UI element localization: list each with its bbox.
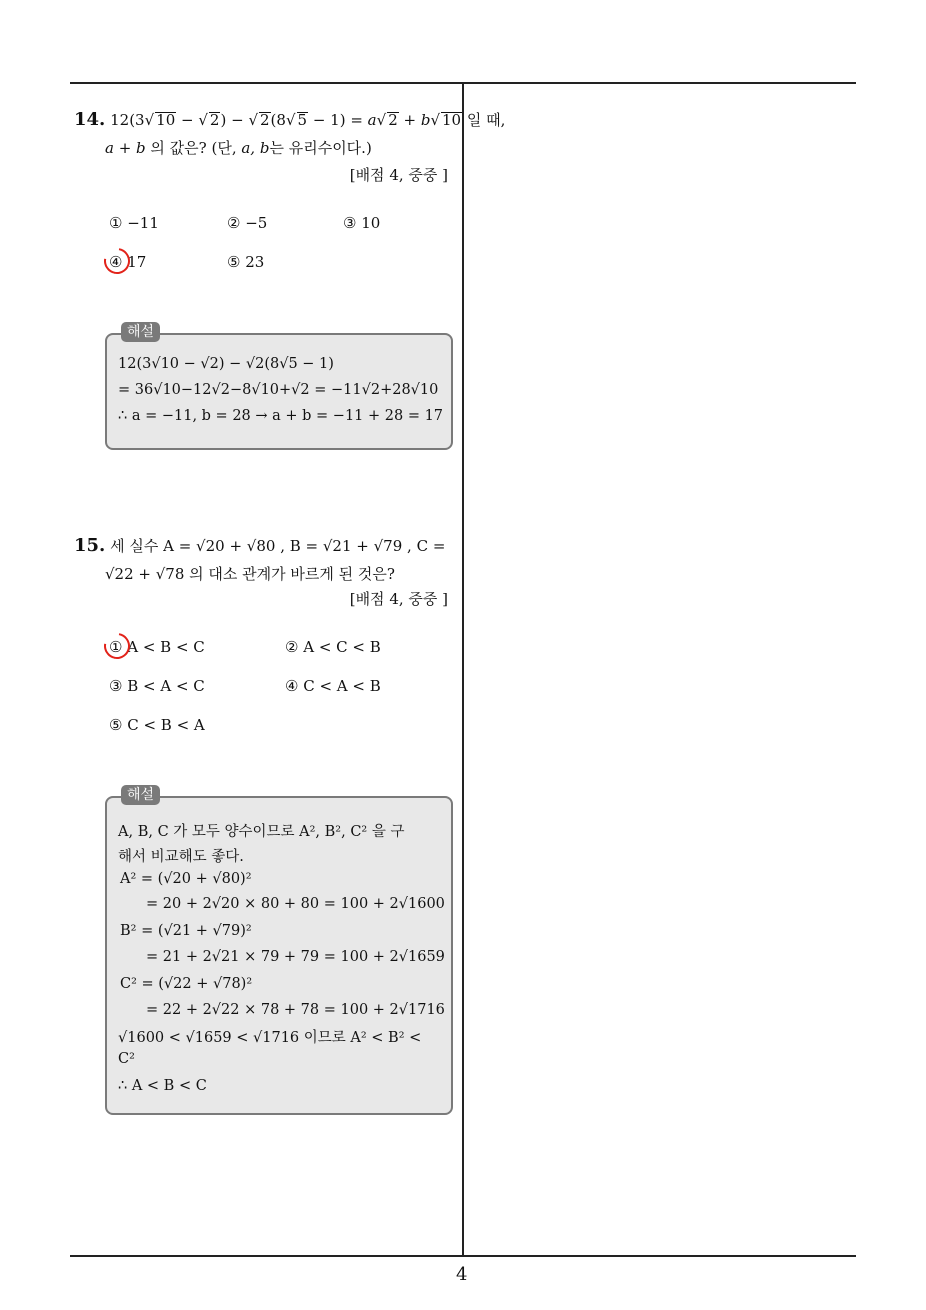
q14-stem-radicand: 2	[388, 111, 398, 129]
q15-solution-line: ∴ A < B < C	[118, 1078, 207, 1094]
q15-solution-line: C² = (√22 + √78)²	[120, 976, 253, 992]
sqrt-icon	[377, 111, 387, 129]
q15-score: [배점 4, 중중 ]	[349, 590, 448, 608]
q14-stem-var: a + b	[105, 139, 146, 157]
q14-stem-var: b	[420, 111, 431, 129]
page-number: 4	[456, 1264, 468, 1285]
q14-stem-line1	[74, 109, 505, 130]
q15-solution-tag: 해설	[121, 785, 160, 805]
q14-stem-part: +	[398, 111, 421, 129]
answer-circle-icon	[99, 628, 135, 664]
q14-stem-part: 는 유리수이다.)	[269, 139, 372, 157]
sqrt-icon	[198, 111, 208, 129]
q14-solution-tag: 해설	[121, 322, 160, 342]
q15-stem-line1	[74, 535, 445, 556]
q14-solution-line3: ∴ a = −11, b = 28 → a + b = −11 + 28 = 17	[118, 408, 444, 424]
q15-choice-1[interactable]: ① A < B < C	[109, 638, 205, 656]
q14-stem-radicand: 10	[156, 111, 176, 129]
q14-stem-part: 의 값은? (단,	[145, 139, 242, 157]
q14-stem-var: b	[259, 139, 270, 157]
q14-number: 14.	[74, 109, 106, 130]
q14-stem-radicand: 2	[209, 111, 220, 129]
q14-choice-5[interactable]: ⑤ 23	[227, 253, 265, 271]
q15-solution-line: √1600 < √1659 < √1716 이므로 A² < B² <	[118, 1030, 422, 1046]
q15-solution-line: 해서 비교해도 좋다.	[118, 849, 244, 865]
sqrt-icon	[286, 111, 296, 129]
q14-solution-line2: = 36√10−12√2−8√10+√2 = −11√2+28√10	[118, 382, 439, 398]
q14-stem-part: −	[176, 111, 199, 129]
q15-solution-line: = 22 + 2√22 × 78 + 78 = 100 + 2√1716	[146, 1002, 445, 1018]
q15-solution-line: A, B, C 가 모두 양수이므로 A², B², C² 을 구	[118, 824, 405, 840]
q14-stem-part: 일 때,	[462, 111, 506, 129]
q14-stem-radicand: 2	[260, 111, 270, 129]
q15-choice-2[interactable]: ② A < C < B	[285, 638, 381, 656]
q14-stem-var: a,	[241, 139, 256, 157]
q14-stem-part: 12(3	[110, 111, 145, 129]
q14-stem-part: ) −	[220, 111, 249, 129]
q15-solution-line: B² = (√21 + √79)²	[120, 923, 252, 939]
q14-score: [배점 4, 중중 ]	[349, 166, 448, 184]
q14-choice-3[interactable]: ③ 10	[343, 214, 381, 232]
q14-choice-1[interactable]: ① −11	[109, 214, 159, 232]
q15-choice-4[interactable]: ④ C < A < B	[285, 677, 381, 695]
q15-choice-5[interactable]: ⑤ C < B < A	[109, 716, 205, 734]
sqrt-icon	[430, 111, 440, 129]
q14-choice-4[interactable]: ④ 17	[109, 253, 147, 271]
q14-stem-part: (8	[270, 111, 286, 129]
q14-stem-line2	[105, 137, 372, 158]
q14-stem-radicand: 5	[297, 111, 308, 129]
q15-solution-line: A² = (√20 + √80)²	[120, 871, 252, 887]
q15-stem-text1: 세 실수 A = √20 + √80 , B = √21 + √79 , C =	[110, 537, 446, 555]
q14-stem-radicand: 10	[442, 111, 462, 129]
q14-solution-line1: 12(3√10 − √2) − √2(8√5 − 1)	[118, 356, 334, 372]
q15-choice-3[interactable]: ③ B < A < C	[109, 677, 205, 695]
q14-choice-2[interactable]: ② −5	[227, 214, 268, 232]
sqrt-icon	[145, 111, 155, 129]
answer-circle-icon	[99, 243, 135, 279]
q15-solution-line: = 21 + 2√21 × 79 + 79 = 100 + 2√1659	[146, 949, 445, 965]
q14-stem-var: a	[367, 111, 377, 129]
column-divider	[462, 82, 464, 1257]
bottom-rule	[70, 1255, 856, 1257]
q15-stem-line2: √22 + √78 의 대소 관계가 바르게 된 것은?	[105, 565, 395, 583]
sqrt-icon	[248, 111, 258, 129]
q15-solution-line: = 20 + 2√20 × 80 + 80 = 100 + 2√1600	[146, 896, 445, 912]
q15-solution-line: C²	[118, 1051, 135, 1067]
q15-number: 15.	[74, 535, 106, 556]
q14-stem-part: − 1) =	[308, 111, 368, 129]
